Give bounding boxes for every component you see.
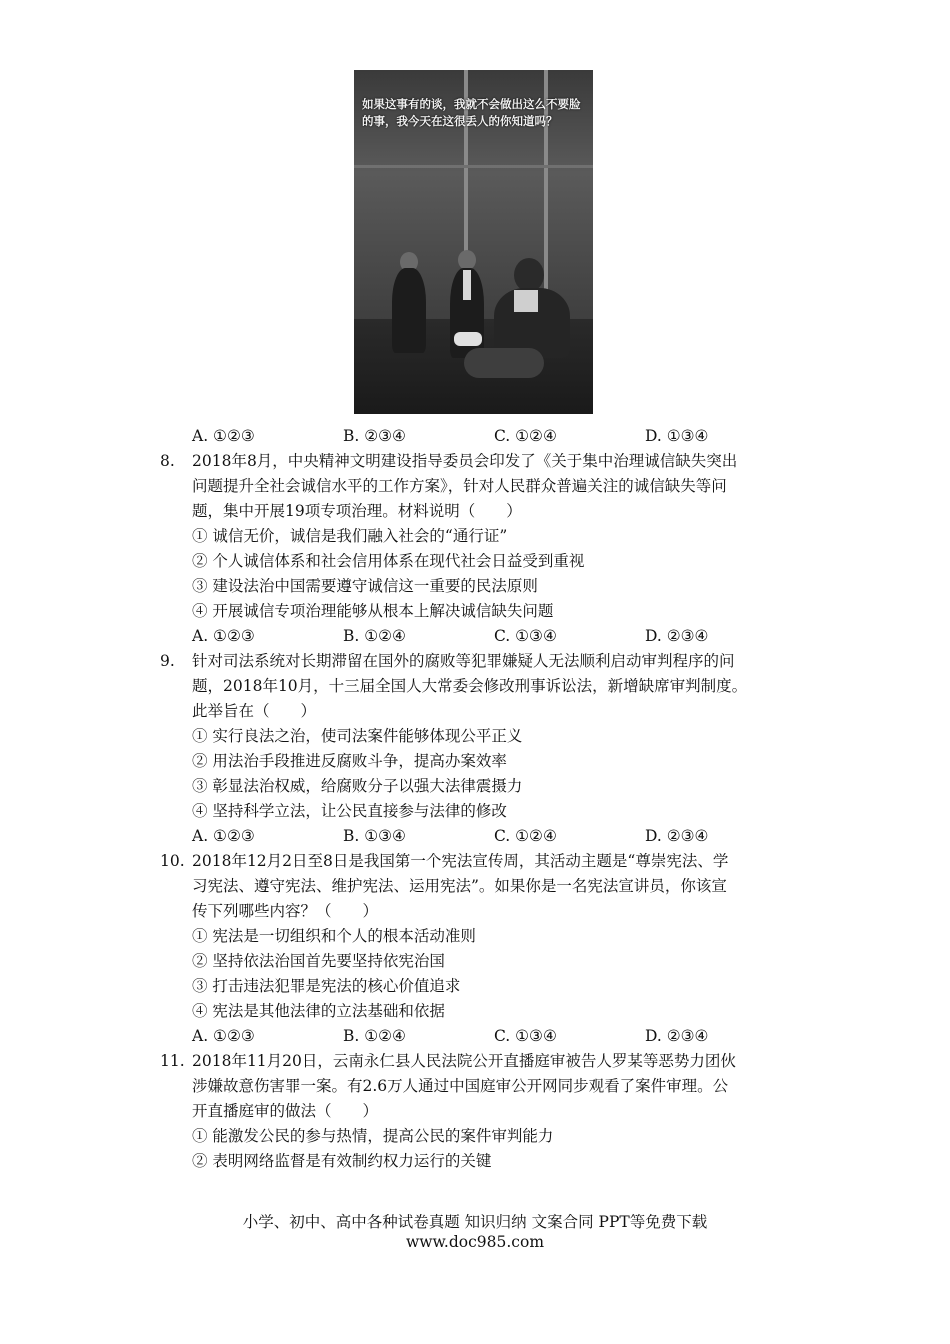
q9-option-c[interactable]: C. ①②④ (494, 827, 557, 845)
q8-statement-1: ① 诚信无价，诚信是我们融入社会的“通行证” (192, 527, 508, 545)
q8-number: 8. (160, 452, 175, 470)
q8-option-b[interactable]: B. ①②④ (343, 627, 406, 645)
q9-stem-line: 此举旨在（ ） (192, 702, 317, 720)
footer-website-link[interactable]: www.doc985.com (405, 1233, 545, 1251)
q10-statement-1: ① 宪法是一切组织和个人的根本活动准则 (192, 927, 476, 945)
q10-stem-line: 传下列哪些内容？（ ） (192, 902, 379, 920)
q9-option-b[interactable]: B. ①③④ (343, 827, 406, 845)
q11-stem-line: 2018年11月20日，云南永仁县人民法院公开直播庭审被告人罗某等恶势力团伙 (192, 1052, 736, 1070)
q9-statement-2: ② 用法治手段推进反腐败斗争，提高办案效率 (192, 752, 507, 770)
q10-statement-2: ② 坚持依法治国首先要坚持依宪治国 (192, 952, 445, 970)
q9-stem-line: 题，2018年10月，十三届全国人大常委会修改刑事诉讼法，新增缺席审判制度。 (192, 677, 748, 695)
q8-stem-line: 问题提升全社会诚信水平的工作方案》，针对人民群众普遍关注的诚信缺失等问 (192, 477, 727, 495)
q11-stem-line: 开直播庭审的做法（ ） (192, 1102, 379, 1120)
q7-option-b[interactable]: B. ②③④ (343, 427, 406, 445)
q10-number: 10. (160, 852, 185, 870)
q11-statement-1: ① 能激发公民的参与热情，提高公民的案件审判能力 (192, 1127, 554, 1145)
q11-number: 11. (160, 1052, 185, 1070)
q11-stem-line: 涉嫌故意伤害罪一案。有2.6万人通过中国庭审公开网同步观看了案件审理。公 (192, 1077, 729, 1095)
q8-option-d[interactable]: D. ②③④ (645, 627, 709, 645)
q11-statement-2: ② 表明网络监督是有效制约权力运行的关键 (192, 1152, 492, 1170)
q8-statement-2: ② 个人诚信体系和社会信用体系在现代社会日益受到重视 (192, 552, 585, 570)
q10-option-a[interactable]: A. ①②③ (192, 1027, 255, 1045)
q9-number: 9. (160, 652, 175, 670)
footer-promo-text: 小学、初中、高中各种试卷真题 知识归纳 文案合同 PPT等免费下载 (242, 1213, 708, 1231)
q9-statement-1: ① 实行良法之治，使司法案件能够体现公平正义 (192, 727, 523, 745)
q10-statement-4: ④ 宪法是其他法律的立法基础和依据 (192, 1002, 445, 1020)
q7-option-d[interactable]: D. ①③④ (645, 427, 709, 445)
q9-option-d[interactable]: D. ②③④ (645, 827, 709, 845)
q8-stem-line: 题，集中开展19项专项治理。材料说明（ ） (192, 502, 522, 520)
q8-option-a[interactable]: A. ①②③ (192, 627, 255, 645)
q7-option-a[interactable]: A. ①②③ (192, 427, 255, 445)
news-photo (354, 70, 593, 414)
q7-option-c[interactable]: C. ①②④ (494, 427, 557, 445)
q10-option-b[interactable]: B. ①②④ (343, 1027, 406, 1045)
q9-stem-line: 针对司法系统对长期滞留在国外的腐败等犯罪嫌疑人无法顺利启动审判程序的问 (192, 652, 735, 670)
q10-statement-3: ③ 打击违法犯罪是宪法的核心价值追求 (192, 977, 461, 995)
q10-stem-line: 习宪法、遵守宪法、维护宪法、运用宪法”。如果你是一名宪法宣讲员，你该宣 (192, 877, 727, 895)
photo-caption: 如果这事有的谈，我就不会做出这么不要脸的事，我今天在这很丢人的你知道吗？ (362, 97, 581, 128)
q8-stem-line: 2018年8月，中央精神文明建设指导委员会印发了《关于集中治理诚信缺失突出 (192, 452, 738, 470)
q8-option-c[interactable]: C. ①③④ (494, 627, 557, 645)
q10-option-d[interactable]: D. ②③④ (645, 1027, 709, 1045)
q8-statement-3: ③ 建设法治中国需要遵守诚信这一重要的民法原则 (192, 577, 538, 595)
q9-option-a[interactable]: A. ①②③ (192, 827, 255, 845)
q9-statement-4: ④ 坚持科学立法，让公民直接参与法律的修改 (192, 802, 507, 820)
q10-stem-line: 2018年12月2日至8日是我国第一个宪法宣传周，其活动主题是“尊崇宪法、学 (192, 852, 729, 870)
q9-statement-3: ③ 彰显法治权威，给腐败分子以强大法律震摄力 (192, 777, 523, 795)
q8-statement-4: ④ 开展诚信专项治理能够从根本上解决诚信缺失问题 (192, 602, 554, 620)
q10-option-c[interactable]: C. ①③④ (494, 1027, 557, 1045)
